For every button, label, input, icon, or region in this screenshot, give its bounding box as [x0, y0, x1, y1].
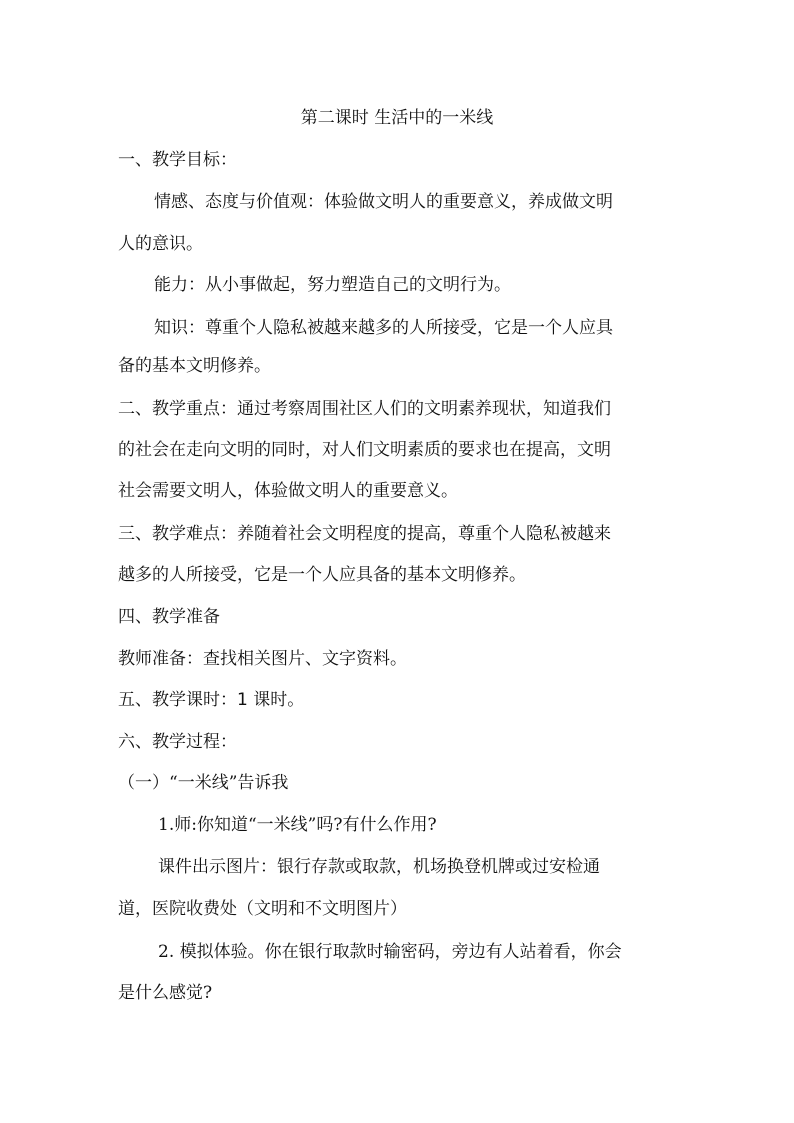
paragraph-line: 人的意识。 — [118, 234, 203, 254]
section-heading-preparation: 四、教学准备 — [118, 607, 220, 627]
page-title: 第二课时 生活中的一米线 — [300, 108, 494, 128]
paragraph-line: 是什么感觉? — [118, 983, 213, 1003]
paragraph-line: 道，医院收费处（文明和不文明图片） — [118, 899, 407, 919]
paragraph-line: 越多的人所接受，它是一个人应具备的基本文明修养。 — [118, 565, 526, 585]
subsection-heading: （一）“一米线”告诉我 — [118, 773, 289, 793]
paragraph-line: 1.师:你知道“一米线”吗?有什么作用? — [158, 815, 437, 835]
paragraph-line: 教师准备：查找相关图片、文字资料。 — [118, 649, 407, 669]
paragraph-line: 课件出示图片：银行存款或取款，机场换登机牌或过安检通 — [158, 857, 600, 877]
paragraph-line: 知识：尊重个人隐私被越来越多的人所接受，它是一个人应具 — [154, 318, 613, 338]
paragraph-line: 2. 模拟体验。你在银行取款时输密码，旁边有人站着看，你会 — [158, 942, 622, 962]
paragraph-line: 社会需要文明人，体验做文明人的重要意义。 — [118, 481, 458, 501]
paragraph-line: 情感、态度与价值观：体验做文明人的重要意义，养成做文明 — [154, 192, 613, 212]
section-heading-process: 六、教学过程： — [118, 732, 237, 752]
section-heading-objectives: 一、教学目标： — [118, 150, 237, 170]
paragraph-line: 能力：从小事做起，努力塑造自己的文明行为。 — [154, 275, 511, 295]
section-heading-key-points: 二、教学重点：通过考察周围社区人们的文明素养现状，知道我们 — [118, 399, 611, 419]
section-heading-difficulties: 三、教学难点：养随着社会文明程度的提高，尊重个人隐私被越来 — [118, 524, 611, 544]
paragraph-line: 备的基本文明修养。 — [118, 356, 271, 376]
paragraph-line: 的社会在走向文明的同时，对人们文明素质的要求也在提高，文明 — [118, 440, 611, 460]
section-heading-hours: 五、教学课时：1 课时。 — [118, 690, 305, 710]
